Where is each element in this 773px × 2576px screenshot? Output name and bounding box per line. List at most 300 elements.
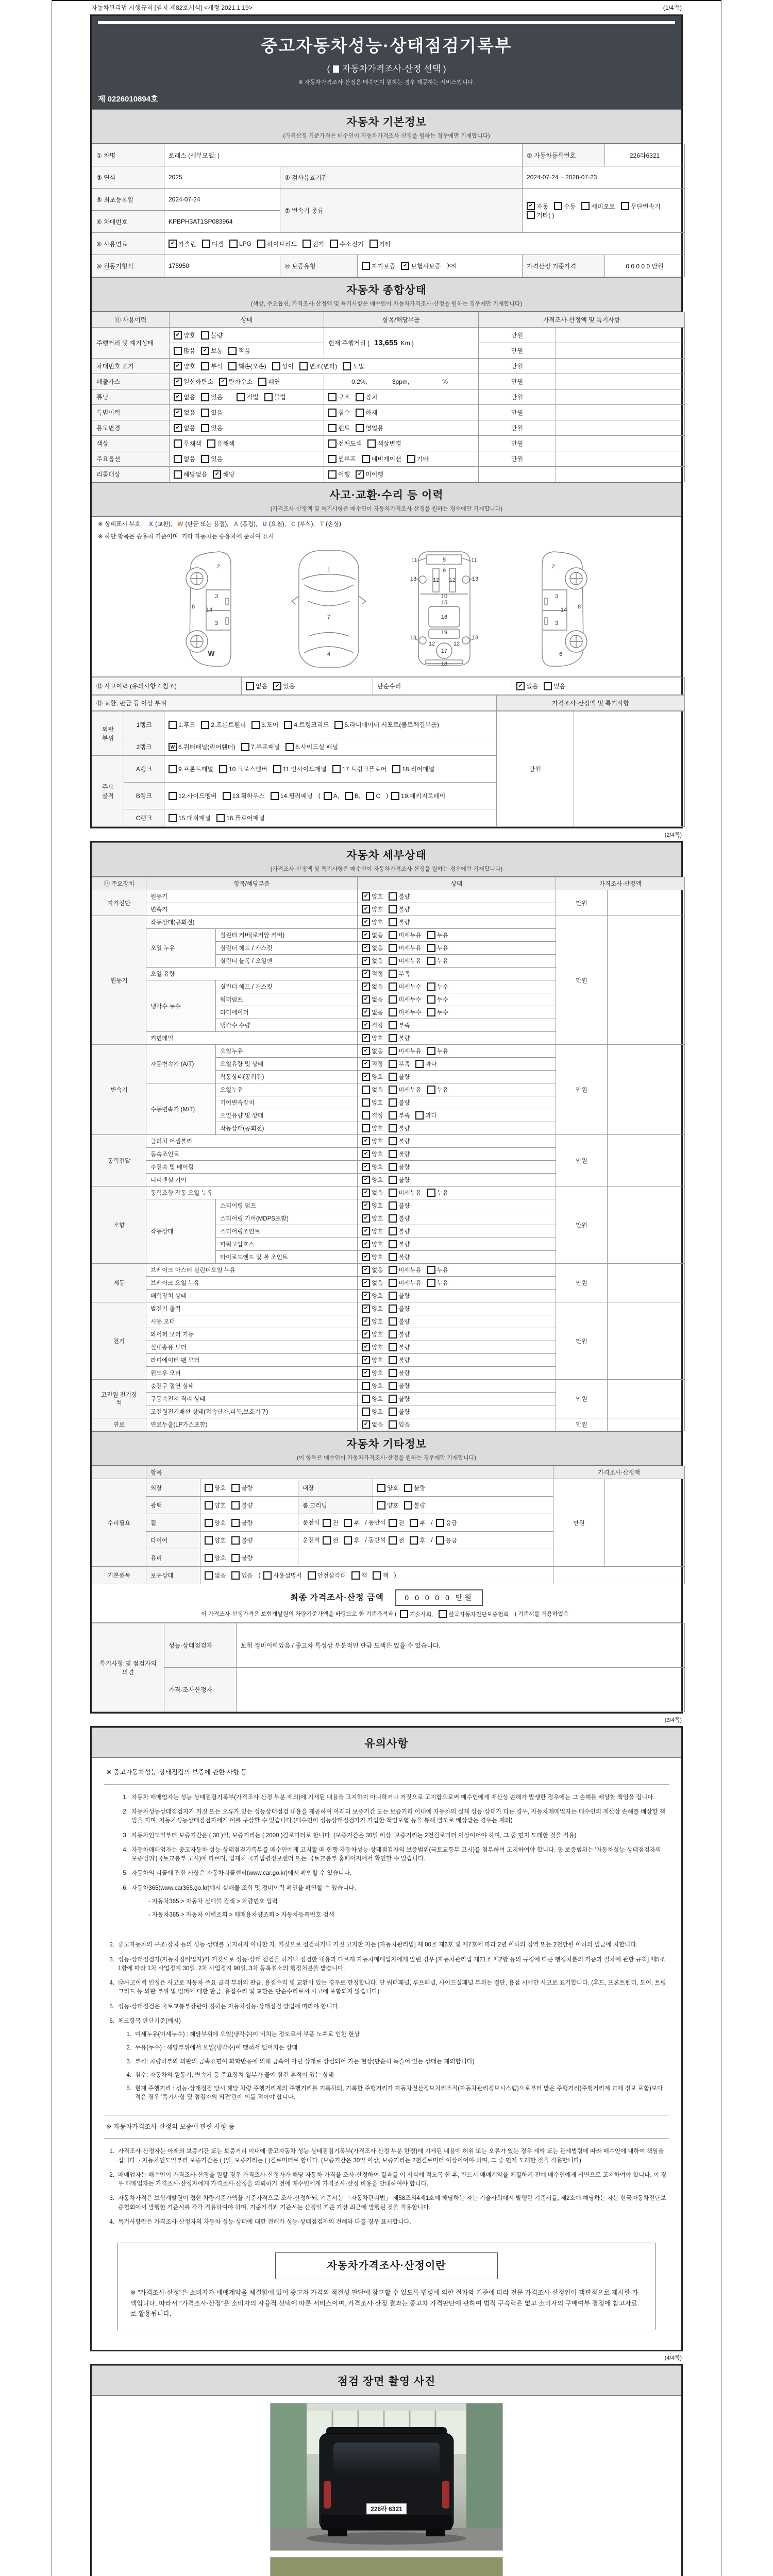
checkbox[interactable]: [332, 765, 341, 773]
checkbox[interactable]: [389, 970, 397, 978]
check-option: [362, 1395, 383, 1403]
check-option: [439, 1610, 509, 1618]
checkbox[interactable]: ✔: [362, 1227, 370, 1235]
checkbox[interactable]: ✔: [362, 1021, 370, 1029]
checkbox[interactable]: [205, 1571, 213, 1580]
field-label: ⑧ 사용연료: [92, 233, 164, 255]
checkbox[interactable]: ✔: [174, 409, 182, 417]
checkbox[interactable]: ✔: [362, 1356, 370, 1364]
checkbox[interactable]: [174, 470, 182, 479]
price-cell: 만원: [556, 890, 608, 916]
checkbox[interactable]: [362, 1098, 370, 1107]
checkbox[interactable]: [241, 743, 249, 751]
checkbox[interactable]: [544, 682, 552, 690]
checkbox[interactable]: [400, 1610, 408, 1618]
checkbox[interactable]: [621, 202, 629, 210]
checkbox[interactable]: [389, 1163, 397, 1171]
checkbox-label: 있음: [283, 683, 295, 690]
checkbox[interactable]: [345, 792, 353, 800]
checkbox[interactable]: [263, 1571, 272, 1580]
checkbox[interactable]: [389, 1382, 397, 1390]
checkbox[interactable]: [404, 1484, 412, 1492]
checkbox[interactable]: [323, 1536, 331, 1545]
checkbox[interactable]: [228, 362, 237, 370]
checkbox[interactable]: [389, 1086, 397, 1094]
checkbox[interactable]: [228, 347, 237, 355]
checkbox[interactable]: [273, 765, 281, 773]
checkbox[interactable]: [527, 211, 535, 219]
check-option: [362, 1227, 383, 1235]
checkbox[interactable]: [229, 240, 238, 248]
checkbox[interactable]: [389, 1008, 397, 1016]
checkbox[interactable]: [223, 792, 231, 800]
checkbox[interactable]: [427, 944, 435, 952]
checkbox[interactable]: [389, 1034, 397, 1042]
check-option: [362, 1086, 383, 1094]
checkbox[interactable]: [351, 1571, 360, 1580]
checkbox[interactable]: ✔: [362, 1163, 370, 1171]
checkbox[interactable]: [427, 995, 435, 1004]
checkbox[interactable]: [436, 1519, 444, 1527]
checkbox[interactable]: [389, 1137, 397, 1145]
checkbox[interactable]: [415, 1060, 424, 1068]
checkbox-label: 없음: [183, 425, 196, 432]
checkbox[interactable]: [169, 765, 177, 773]
item-label: 작동상태(공회전): [216, 1071, 358, 1083]
checkbox[interactable]: ✔: [362, 1201, 370, 1210]
checkbox[interactable]: [328, 393, 337, 401]
check-option: [169, 720, 195, 729]
checkbox[interactable]: [391, 792, 399, 800]
checkbox[interactable]: [415, 1111, 424, 1120]
checkbox[interactable]: [436, 1536, 444, 1545]
item-label: 윈도우 모터: [146, 1367, 358, 1380]
checkbox[interactable]: [362, 1408, 370, 1416]
checkbox[interactable]: [389, 1356, 397, 1364]
checkbox[interactable]: [201, 409, 209, 417]
item-label: 연료누출(LP가스포함): [146, 1418, 358, 1431]
table-row: [92, 405, 685, 420]
checkbox[interactable]: ✔: [362, 957, 370, 965]
checkbox[interactable]: ✔: [362, 1343, 370, 1351]
checkbox[interactable]: [389, 931, 397, 939]
checkbox[interactable]: [231, 1484, 240, 1492]
checkbox[interactable]: [219, 765, 227, 773]
note-text: 자동차365(www.car365.go.kr)에서 실매물 조회 및 정비이력 확인을 확인할 수 있습니다. - 자동차365 > 자동차 실매물 검색 > 차량번호 입력 - 자동차365 > 자동차 이력조회 > 매매용차량조회 > 자동차등록번호 검색: [131, 1884, 668, 1925]
checkbox[interactable]: ✔: [362, 1047, 370, 1055]
checkbox[interactable]: [407, 455, 415, 463]
checkbox[interactable]: [389, 1176, 397, 1184]
check-option: [389, 1060, 410, 1068]
checkbox[interactable]: [237, 393, 245, 401]
diagram-mark: 11: [471, 557, 477, 564]
checkbox-label: 있음: [398, 1422, 410, 1428]
checkbox[interactable]: [389, 1189, 397, 1197]
checkbox[interactable]: [389, 1343, 397, 1351]
checkbox[interactable]: [389, 1073, 397, 1081]
checkbox[interactable]: ✔: [362, 944, 370, 952]
check-option: [205, 1571, 226, 1580]
checkbox[interactable]: [362, 262, 370, 270]
check-option: [328, 454, 356, 463]
remark-cell: [608, 1045, 685, 1135]
checkbox[interactable]: [284, 721, 292, 729]
checkbox[interactable]: [205, 1484, 213, 1492]
checkbox[interactable]: ✔: [213, 470, 221, 479]
checkbox[interactable]: [174, 455, 182, 463]
checkbox[interactable]: [377, 1501, 385, 1510]
checkbox[interactable]: ✔: [362, 1073, 370, 1081]
checkbox[interactable]: ✔: [362, 1253, 370, 1261]
checkbox[interactable]: ✔: [362, 1369, 370, 1377]
checkbox[interactable]: ✔: [362, 970, 370, 978]
checkbox[interactable]: [389, 1060, 397, 1068]
check-option: [427, 944, 448, 952]
checkbox[interactable]: [427, 1266, 435, 1274]
text: 13,655: [374, 338, 398, 347]
checkbox[interactable]: ✔: [362, 1279, 370, 1287]
note-item: [106, 2017, 668, 2107]
checkbox[interactable]: [427, 957, 435, 965]
checkbox[interactable]: [343, 362, 351, 370]
note-text: 성능·상태점검은 국토교통부장관이 정하는 자동차성능·상태점검 방법에 따라야 합니다.: [118, 2003, 340, 2010]
checkbox[interactable]: [201, 424, 209, 432]
checkbox[interactable]: ✔: [362, 1034, 370, 1042]
checkbox-label: 양호: [214, 1485, 226, 1492]
checkbox[interactable]: [356, 424, 364, 432]
car-underbody-diagram: [400, 547, 489, 672]
checkbox[interactable]: ✔: [273, 682, 281, 690]
checkbox-label: 세미오토: [591, 202, 615, 210]
checkbox[interactable]: [389, 1420, 397, 1429]
checkbox[interactable]: [251, 721, 260, 729]
checkbox[interactable]: [169, 792, 177, 800]
checkbox[interactable]: [389, 1227, 397, 1235]
page-2: [90, 841, 683, 1714]
check-option: [362, 1060, 383, 1068]
checkbox-label: 기타: [416, 455, 429, 463]
checkbox[interactable]: [334, 721, 343, 729]
checkbox[interactable]: [328, 439, 337, 448]
check-option: [389, 1536, 404, 1545]
checkbox[interactable]: [205, 1536, 213, 1545]
checkbox[interactable]: [389, 1304, 397, 1313]
checkbox[interactable]: [389, 1098, 397, 1107]
checkbox[interactable]: [231, 1519, 240, 1527]
checkbox[interactable]: [356, 409, 364, 417]
checkbox-label: 구조: [338, 394, 350, 401]
checkbox[interactable]: [389, 1150, 397, 1158]
state-checks: [358, 942, 556, 955]
checkbox[interactable]: ✔: [169, 240, 177, 248]
checkbox[interactable]: [362, 1111, 370, 1120]
checkbox[interactable]: ✔: [401, 262, 409, 270]
checkbox[interactable]: [246, 682, 254, 690]
checkbox[interactable]: [554, 202, 562, 210]
notice-title: 유의사항: [364, 1738, 409, 1750]
checkbox[interactable]: ✔: [362, 931, 370, 939]
checkbox[interactable]: [231, 1536, 240, 1545]
checkbox[interactable]: ✔: [516, 682, 525, 690]
checkbox[interactable]: [257, 240, 265, 248]
checkbox[interactable]: [205, 1501, 213, 1510]
checkbox[interactable]: ✔: [356, 470, 364, 479]
checkbox[interactable]: [389, 1317, 397, 1326]
checkbox[interactable]: [271, 792, 279, 800]
checkbox[interactable]: [231, 1571, 240, 1580]
diagram-note: ※ 하단 항목은 승용차 기준이며, 기타 자동차는 승용차에 준하여 표시: [98, 534, 274, 540]
checkbox[interactable]: [205, 1554, 213, 1562]
checkbox[interactable]: [258, 378, 266, 386]
checkbox[interactable]: ✔: [362, 1150, 370, 1158]
checkbox[interactable]: [169, 814, 177, 822]
checkbox[interactable]: ✔: [362, 1330, 370, 1338]
checkbox[interactable]: ✔: [362, 1304, 370, 1313]
checkbox[interactable]: ✔: [174, 362, 182, 370]
checkbox-label: 과다: [425, 1061, 437, 1067]
symbol-legend: [92, 517, 681, 529]
item-label: 오일유량 및 상태: [216, 1058, 358, 1071]
checkbox-label: 8.사이드실 패널: [295, 743, 339, 751]
checkbox[interactable]: ✔: [362, 995, 370, 1004]
checkbox[interactable]: [369, 240, 378, 248]
etc-table: [92, 1466, 685, 1584]
checkbox[interactable]: [202, 240, 210, 248]
checkbox[interactable]: [366, 792, 374, 800]
checkbox[interactable]: ✔: [362, 1420, 370, 1429]
price-cell: 만원: [553, 1479, 605, 1567]
checkbox[interactable]: [308, 1571, 316, 1580]
checkbox[interactable]: [581, 202, 590, 210]
remark-cell: [574, 711, 685, 827]
checkbox[interactable]: [344, 1519, 352, 1527]
checkbox[interactable]: [344, 1536, 352, 1545]
checkbox[interactable]: [389, 1047, 397, 1055]
checkbox[interactable]: [427, 1008, 435, 1016]
checkbox[interactable]: ✔: [362, 892, 370, 901]
checkbox-label: 무채색: [183, 440, 201, 447]
checkbox[interactable]: ✔: [362, 1176, 370, 1184]
state-checks: [170, 436, 324, 451]
checkbox[interactable]: [272, 362, 280, 370]
checkbox[interactable]: [362, 1086, 370, 1094]
checkbox[interactable]: ✔: [174, 378, 182, 386]
checkbox[interactable]: [174, 347, 182, 355]
checkbox[interactable]: [205, 1519, 213, 1527]
checkbox[interactable]: [201, 362, 209, 370]
checkbox[interactable]: [201, 393, 209, 401]
diagram-mark: 3: [214, 594, 219, 600]
checkbox[interactable]: [427, 931, 435, 939]
checkbox[interactable]: [427, 1189, 435, 1197]
checkbox[interactable]: [285, 743, 294, 751]
checkbox[interactable]: ✔: [527, 202, 535, 210]
checkbox[interactable]: [362, 1382, 370, 1390]
check-option: [389, 1214, 410, 1223]
state-checks: [358, 1006, 556, 1019]
checkbox[interactable]: [392, 765, 400, 773]
check-option: [231, 1536, 253, 1545]
checkbox[interactable]: [389, 1214, 397, 1223]
checkbox[interactable]: ✔: [174, 393, 182, 401]
checkbox[interactable]: [389, 1330, 397, 1338]
checkbox[interactable]: [328, 424, 337, 432]
state-checks: [358, 1225, 556, 1238]
checkbox[interactable]: [207, 439, 215, 448]
checkbox[interactable]: ✔: [362, 1240, 370, 1248]
checkbox[interactable]: [427, 1086, 435, 1094]
text: 현재 주행거리 [: [328, 340, 371, 347]
checkbox[interactable]: [231, 1554, 240, 1562]
checkbox[interactable]: ✔: [174, 424, 182, 432]
check-option: [201, 331, 223, 340]
checkbox[interactable]: [362, 1395, 370, 1403]
note-subitem: [123, 2058, 668, 2066]
checkbox[interactable]: [201, 331, 209, 340]
remark-cell: [608, 890, 685, 916]
checkbox[interactable]: [328, 455, 337, 463]
checkbox[interactable]: [427, 1047, 435, 1055]
car-side-left-diagram: [179, 547, 258, 672]
checkbox[interactable]: [389, 1292, 397, 1300]
note-item: [106, 2194, 668, 2212]
checkbox[interactable]: [389, 957, 397, 965]
checkbox[interactable]: [231, 1501, 240, 1510]
checkbox-label: 전: [398, 1537, 405, 1544]
checkbox[interactable]: [328, 470, 337, 479]
checkbox[interactable]: [389, 995, 397, 1004]
checkbox-label: 기타: [379, 240, 391, 248]
checkbox[interactable]: [427, 982, 435, 991]
checkbox[interactable]: ✔: [362, 1317, 370, 1326]
check-option: [285, 742, 338, 751]
checkbox[interactable]: [367, 439, 376, 448]
checkbox[interactable]: [356, 393, 364, 401]
checkbox[interactable]: [439, 1610, 447, 1618]
checkbox[interactable]: ✔: [362, 982, 370, 991]
checkbox[interactable]: [389, 1021, 397, 1029]
checkbox-label: 적정: [372, 971, 383, 977]
check-option: [410, 1519, 425, 1527]
checkbox[interactable]: [389, 1253, 397, 1261]
checkbox[interactable]: [201, 455, 209, 463]
check-option: [174, 423, 195, 432]
checkbox[interactable]: [201, 721, 209, 729]
diagram-mark: 8: [191, 604, 195, 610]
checkbox[interactable]: [389, 944, 397, 952]
checkbox[interactable]: [389, 982, 397, 991]
checkbox-label: A,: [333, 792, 340, 800]
checkbox[interactable]: ✔: [362, 905, 370, 913]
state-checks: [358, 1393, 556, 1405]
state-checks: [358, 1187, 556, 1199]
checkbox[interactable]: [377, 1484, 385, 1492]
checkbox[interactable]: [410, 1519, 418, 1527]
device-label: 고전원 전기장치: [92, 1380, 146, 1418]
checkbox[interactable]: ✔: [174, 331, 182, 340]
checkbox[interactable]: W: [169, 743, 177, 751]
table-row: [92, 711, 685, 738]
item-label: 추진축 및 베어링: [146, 1161, 358, 1174]
checkbox[interactable]: [323, 1519, 331, 1527]
note-text: 체크항목 판단기준(예시) 1. 미세누유(미세누수) : 해당부위에 오일(냉각수)이 비치는 정도로서 부품 노후로 인한 현상 2. 누유(누수) : 해당부위에서 오일(냉각수)이 맺혀서 떨어지는 상태 3. 부식: 차량하부와 외판의 금속표면이 화학반응에 의해 금속이 아닌 상태로 상실되어 가는 현상(단순히 녹슬어 있는 상태는 제외합니다) 4. 침수: 자동차의 원동기, 변속기 등 주요장치 일부가 물에 잠긴 흔적이 있는 상태 5. 현재 주행거리 : 성능·상태점검 당시 해당 차량 주행거리계의 주행거리를 기록하되, 기록한 주행거리가 자동차전산정보처리조직(자동차관리정보시스템)으로부터 받은 주행거리(주행거리계 교체 정보 포함)보다 적은 경우 '특기사항 및 점검자의 의견'란에 이를 적어야 합니다.: [118, 2017, 668, 2107]
check-option: [257, 240, 297, 248]
table-header-row: [92, 877, 685, 890]
checkbox[interactable]: [389, 892, 397, 901]
checkbox[interactable]: [362, 455, 370, 463]
checkbox-label: 누유: [436, 1190, 448, 1196]
checkbox-label: 불량: [398, 1036, 410, 1042]
checkbox[interactable]: [389, 1369, 397, 1377]
checkbox[interactable]: ✔: [362, 1189, 370, 1197]
checkbox[interactable]: [389, 905, 397, 913]
warranty-checks: [358, 255, 523, 277]
check-option: [362, 1369, 383, 1377]
checkbox[interactable]: ✔: [362, 1008, 370, 1016]
checkbox[interactable]: [373, 1571, 381, 1580]
checkbox[interactable]: [216, 814, 225, 822]
checkbox[interactable]: [389, 1536, 397, 1545]
checkbox[interactable]: ✔: [362, 1060, 370, 1068]
checkbox[interactable]: ✔: [201, 347, 209, 355]
note-text: 자동차의 리콜에 관한 사항은 자동차리콜센터(www.car.go.kr)에서 확인할 수 있습니다.: [131, 1870, 351, 1877]
checkbox[interactable]: [174, 439, 182, 448]
checkbox[interactable]: [404, 1501, 412, 1510]
checkbox[interactable]: [169, 721, 177, 729]
checkbox[interactable]: [303, 240, 311, 248]
checkbox-label: 1.후드: [178, 721, 196, 728]
diagram-mark: 14: [560, 607, 567, 613]
checkbox[interactable]: [362, 1124, 370, 1132]
checkbox[interactable]: [328, 409, 337, 417]
check-option: [205, 1519, 226, 1527]
checkbox[interactable]: [299, 362, 308, 370]
checkbox[interactable]: [389, 1266, 397, 1274]
check-option: [389, 1034, 410, 1042]
checkbox[interactable]: ✔: [219, 378, 227, 386]
checkbox[interactable]: ✔: [362, 918, 370, 926]
checkbox[interactable]: [389, 1124, 397, 1132]
checkbox[interactable]: ✔: [362, 1214, 370, 1223]
checkbox[interactable]: ✔: [362, 1292, 370, 1300]
checkbox[interactable]: [389, 1240, 397, 1248]
state-checks: [200, 1497, 298, 1514]
check-option: [427, 1008, 448, 1016]
checkbox[interactable]: [389, 1519, 397, 1527]
checkbox[interactable]: [389, 918, 397, 926]
checkbox[interactable]: [427, 1279, 435, 1287]
checkbox[interactable]: ✔: [362, 1137, 370, 1145]
checkbox[interactable]: [264, 393, 273, 401]
checkbox[interactable]: [389, 1408, 397, 1416]
checkbox[interactable]: ✔: [362, 1266, 370, 1274]
remark-cell: [556, 389, 685, 405]
checkbox[interactable]: [324, 792, 332, 800]
checkbox[interactable]: [410, 1536, 418, 1545]
checkbox[interactable]: [330, 240, 338, 248]
check-option: [213, 470, 234, 479]
checkbox[interactable]: [389, 1111, 397, 1120]
checkbox[interactable]: [389, 1279, 397, 1287]
price-cell: 만원: [479, 451, 556, 467]
checkbox[interactable]: [389, 1395, 397, 1403]
text: 0.2%,: [351, 378, 367, 385]
checkbox[interactable]: [389, 1201, 397, 1210]
column-header: 항목/해당부품: [324, 312, 479, 328]
checkbox-label: 양호: [372, 894, 383, 900]
note-number: 1.: [126, 2031, 131, 2038]
row-label: 리콜대상: [92, 467, 170, 482]
